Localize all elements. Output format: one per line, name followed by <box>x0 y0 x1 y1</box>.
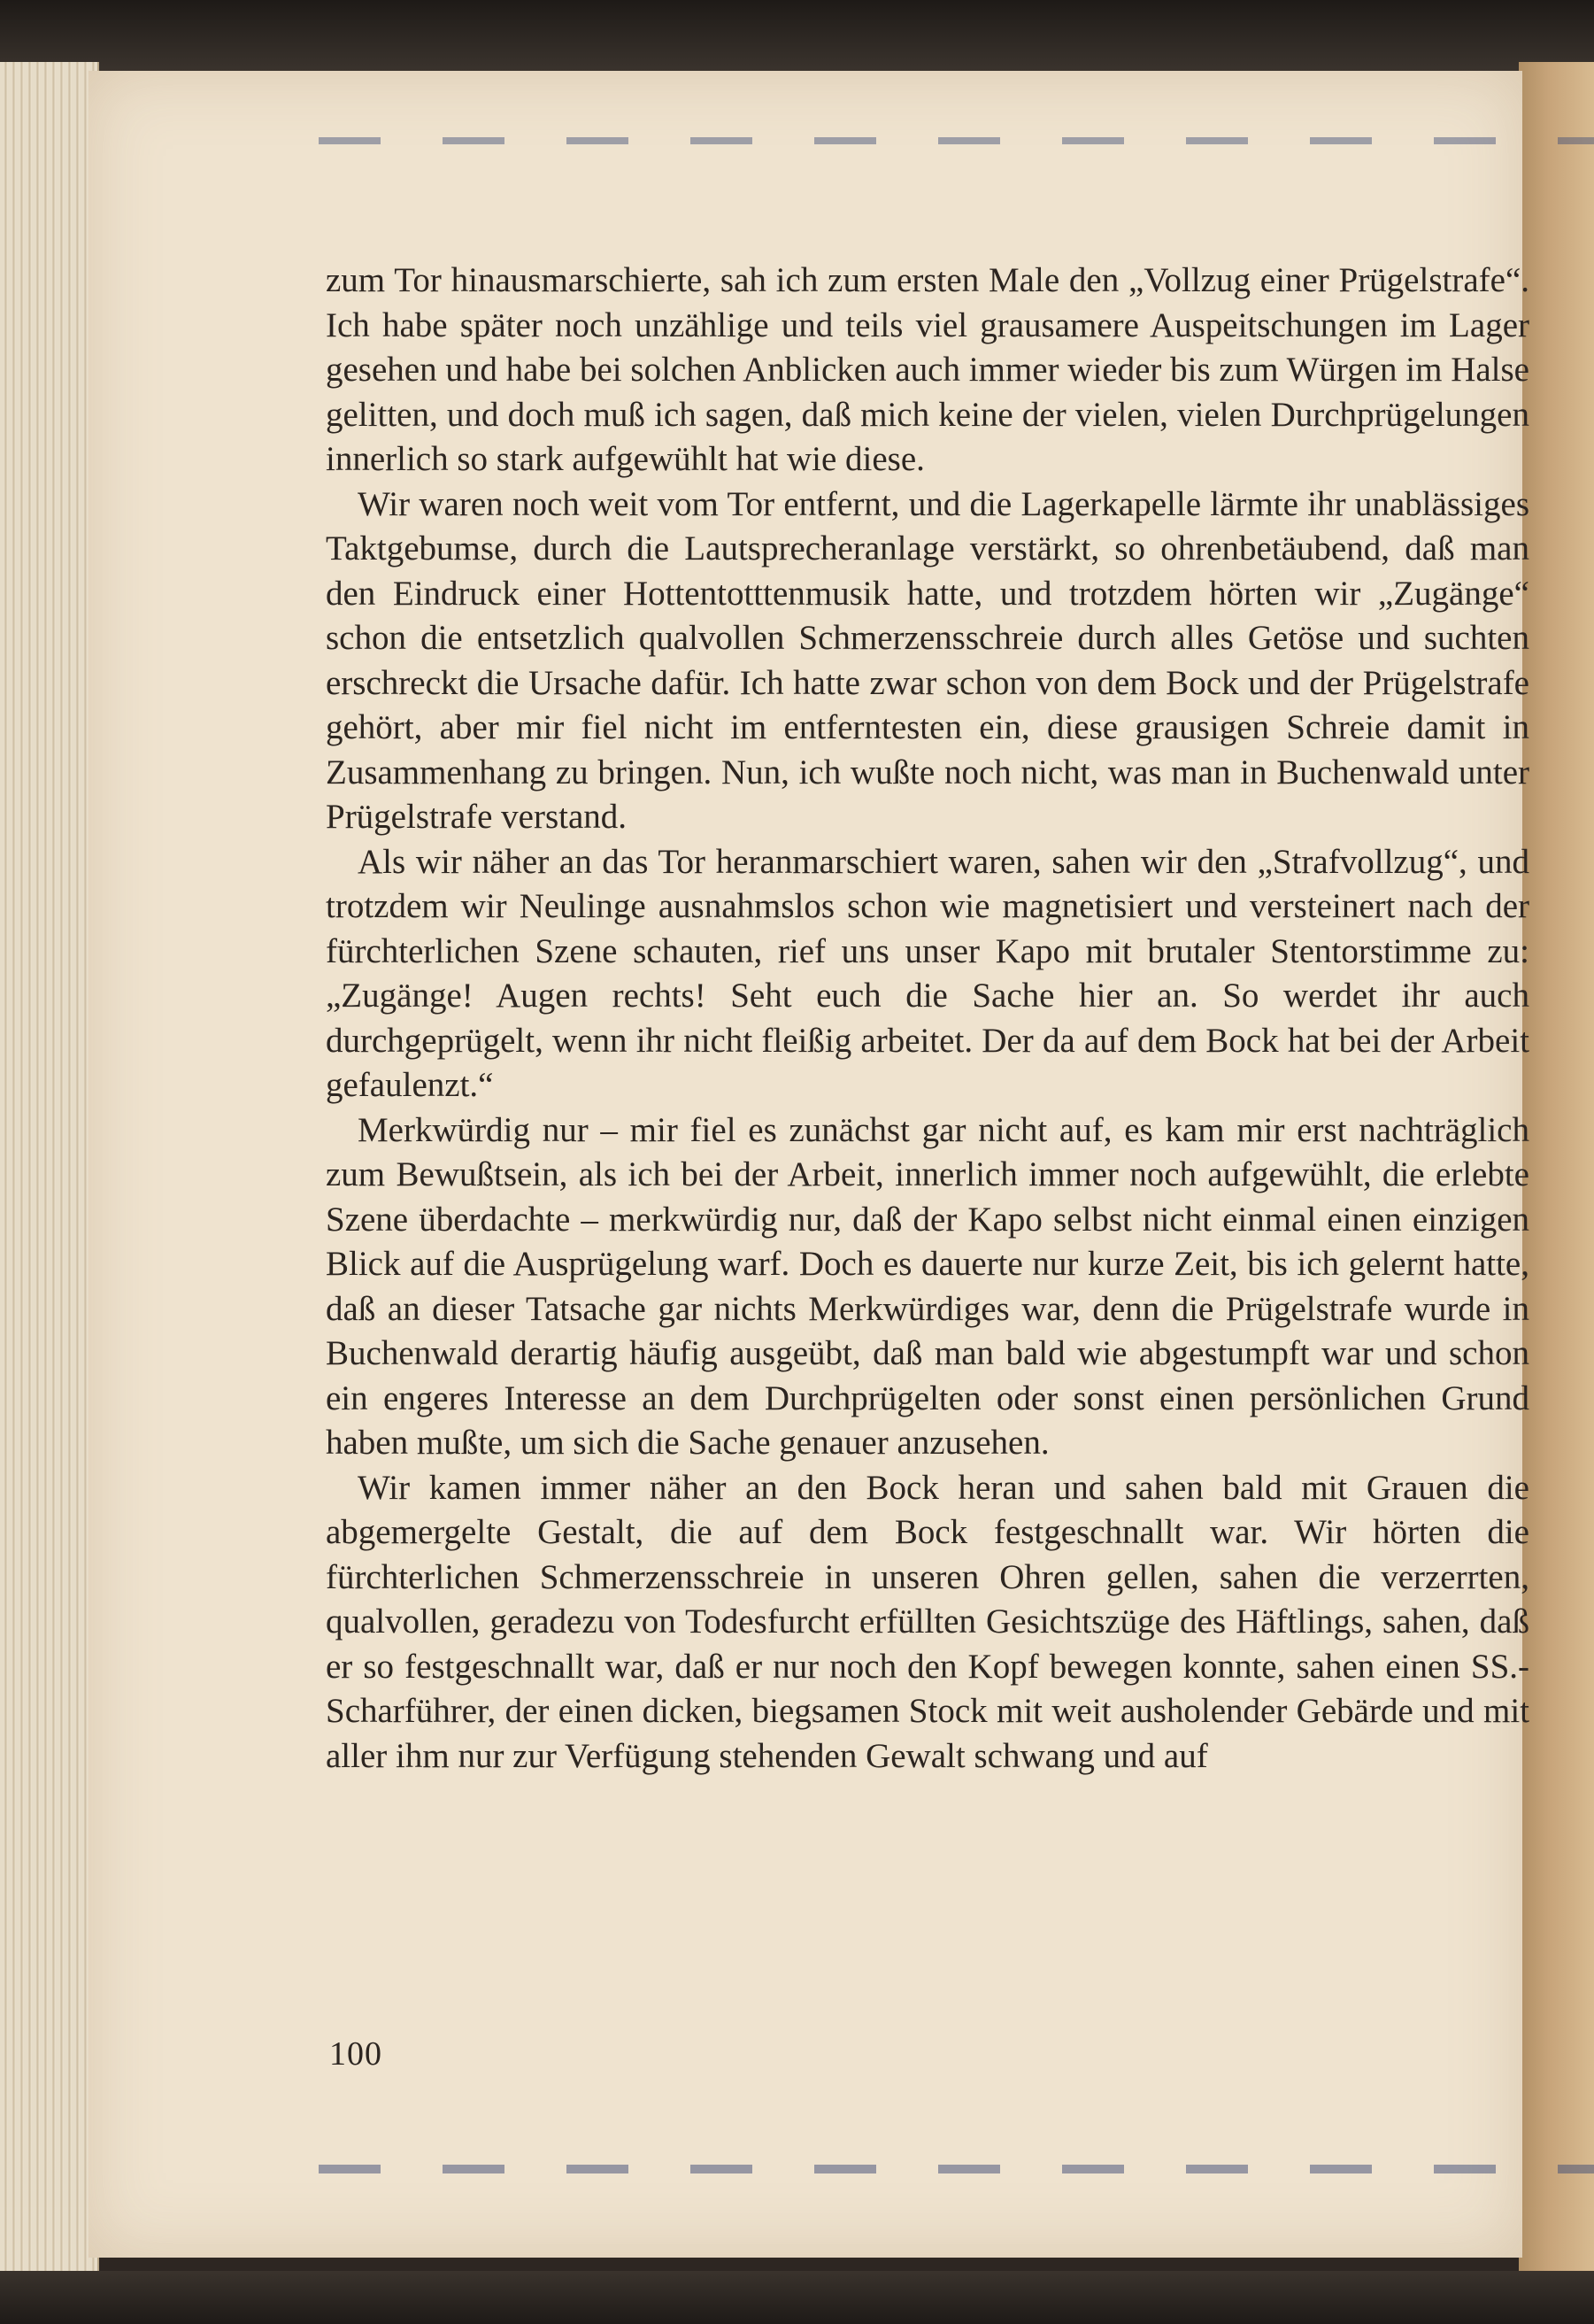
color-bar-bottom <box>319 2165 1594 2173</box>
paragraph: Als wir näher an das Tor heranmarschiert waren, sahen wir den „Strafvollzug“, und trotzdem wir Neulinge ausnahmslos schon wie magnetisiert und versteinert nach der fürchterlichen Szene schauten, rief uns unser Kapo mit brutaler Stentorstimme zu: „Zugänge! Augen rechts! Seht euch die Sache hier an. So werdet ihr auch durchgeprügelt, wenn ihr nicht fleißig arbeitet. Der da auf dem Bock hat bei der Arbeit gefaulenzt.“ <box>326 842 1529 1104</box>
scan-top-margin <box>0 0 1594 71</box>
facing-page-edge <box>1519 62 1594 2275</box>
paragraph: Wir kamen immer näher an den Bock heran und sahen bald mit Grauen die abgemergelte Gestalt, die auf dem Bock festgeschnallt war. Wir hörten die fürchterlichen Schmerzensschreie in unseren Ohren gellen, sahen die verzerrten, qualvollen, geradezu von Todesfurcht erfüllten Gesichtszüge des Häftlings, sahen, daß er so festgeschnallt war, daß er nur noch den Kopf bewegen konnte, sahen einen SS.-Scharführer, der einen dicken, biegsamen Stock mit weit ausholender Gebärde und mit aller ihm nur zur Verfügung stehenden Gewalt schwang und auf <box>326 1468 1529 1775</box>
paragraph: Wir waren noch weit vom Tor entfernt, und die Lagerkapelle lärmte ihr unablässiges Taktgebumse, durch die Lautsprecheranlage verstärkt, so ohrenbetäubend, daß man den Eindruck einer Hottentotttenmusik hatte, und trotzdem hörten wir „Zugänge“ schon die entsetzlich qualvollen Schmerzensschreie durch alles Getöse und suchten erschreckt die Ursache dafür. Ich hatte zwar schon von dem Bock und der Prügelstrafe gehört, aber mir fiel nicht im entferntesten ein, diese grausigen Schreie damit in Zusammenhang zu bringen. Nun, ich wußte noch nicht, was man in Buchenwald unter Prügelstrafe verstand. <box>326 484 1529 836</box>
scan-bottom-margin <box>0 2271 1594 2324</box>
page-number: 100 <box>329 2035 382 2073</box>
paragraph: zum Tor hinausmarschierte, sah ich zum ersten Male den „Vollzug einer Prügelstrafe“. Ich habe später noch unzählige und teils viel grausamere Auspeitschungen im Lager gesehen und habe bei solchen Anblicken auch immer wieder bis zum Würgen im Halse gelitten, und doch muß ich sagen, daß mich keine der vielen, vielen Durchprügelungen innerlich so stark aufgewühlt hat wie diese. <box>326 261 1529 478</box>
page-text <box>326 259 1529 1779</box>
book-page <box>89 71 1529 2258</box>
color-bar-top <box>319 137 1594 144</box>
page-edges-left <box>0 62 99 2275</box>
paragraph: Merkwürdig nur – mir fiel es zunächst gar nicht auf, es kam mir erst nachträglich zum Bewußtsein, als ich bei der Arbeit, innerlich immer noch aufgewühlt, die erlebte Szene überdachte – merkwürdig nur, daß der Kapo selbst nicht einmal einen einzigen Blick auf die Ausprügelung warf. Doch es dauerte nur kurze Zeit, bis ich gelernt hatte, daß an dieser Tatsache gar nichts Merkwürdiges war, denn die Prügelstrafe wurde in Buchenwald derartig häufig ausgeübt, daß man bald wie abgestumpft war und schon ein engeres Interesse an dem Durchprügelten oder sonst einen persönlichen Grund haben mußte, um sich die Sache genauer anzusehen. <box>326 1110 1529 1462</box>
